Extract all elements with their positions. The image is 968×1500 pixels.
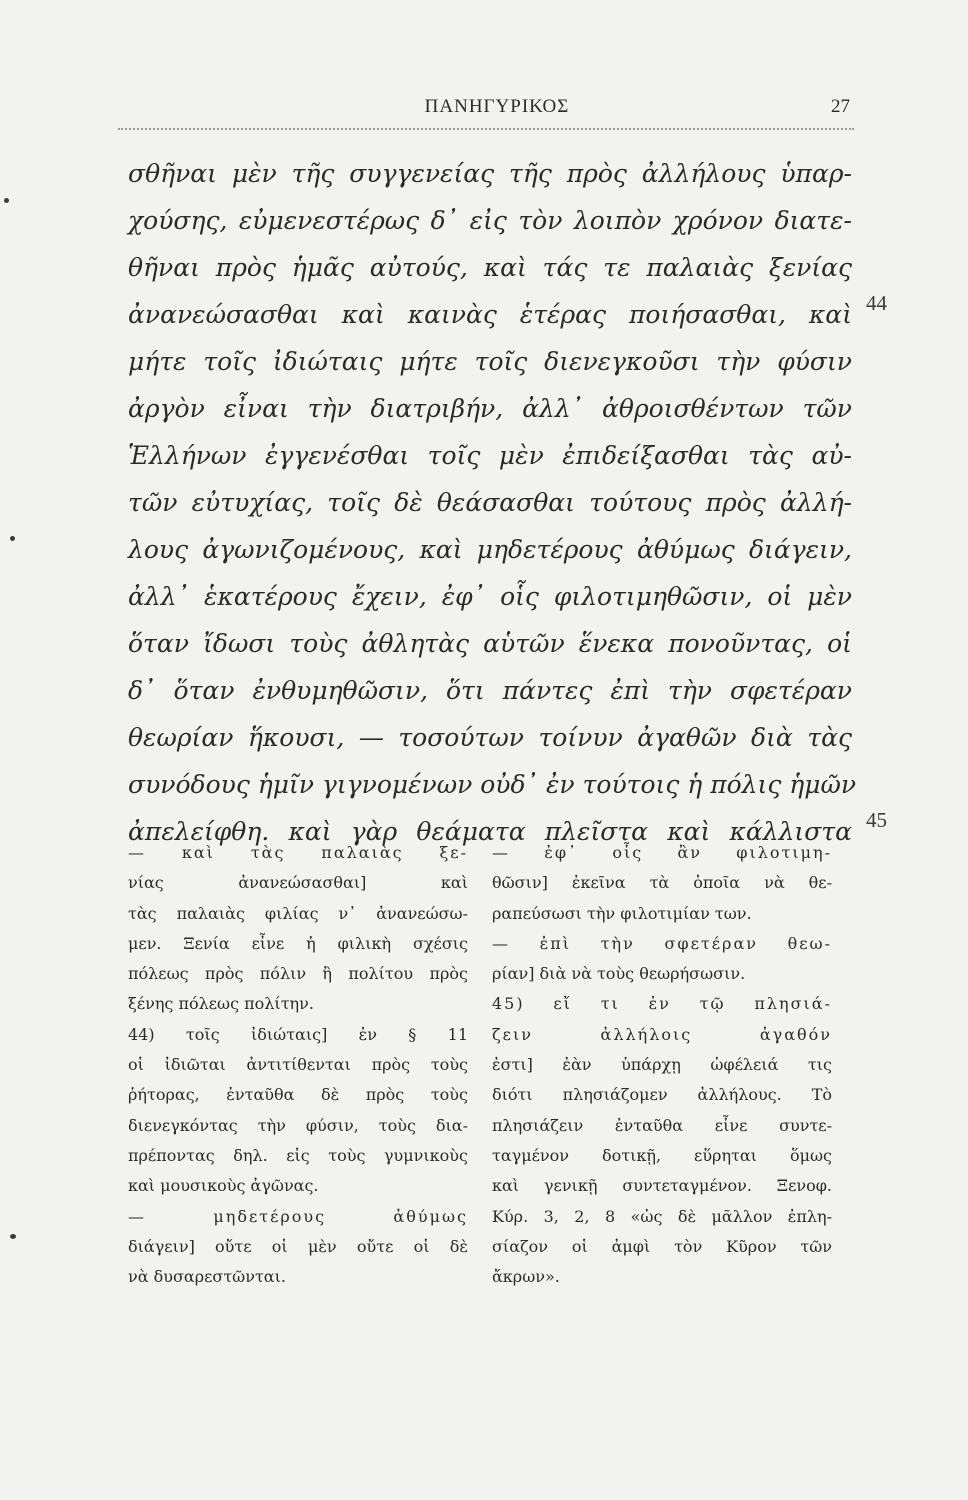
footnotes — [128, 838, 852, 1358]
note-line: ζειν ἀλλήλοις ἀγαθόν — [492, 1024, 832, 1044]
running-title: ΠΑΝΗΓΥΡΙΚΟΣ — [424, 96, 570, 117]
note-line: ἄκρων». — [492, 1267, 560, 1287]
ink-spot — [10, 536, 15, 541]
note-line: ἐστι] ἐὰν ὑπάρχῃ ὠφέλειά τις — [492, 1055, 832, 1075]
text-line: Ἑλλήνων ἐγγενέσθαι τοῖς μὲν ἐπιδείξασθαι τὰς αὐ- — [128, 441, 852, 470]
note-line: πρέποντας δηλ. εἰς τοὺς γυμνικοὺς — [128, 1145, 468, 1165]
text-line: ἀπελείφθη. καὶ γὰρ θεάματα πλεῖστα καὶ κάλλιστα — [128, 817, 852, 846]
note-line: διότι πλησιάζομεν ἀλλήλους. Τὸ — [492, 1085, 832, 1105]
note-line: πόλεως πρὸς πόλιν ἢ πολίτου πρὸς — [128, 964, 468, 984]
note-line: ραπεύσωσι τὴν φιλοτιμίαν των. — [492, 903, 752, 923]
text-line: ἀλλ᾿ ἑκατέρους ἔχειν, ἐφ᾿ οἷς φιλοτιμηθῶσιν, οἱ μὲν — [128, 582, 852, 611]
text-line: ἀνανεώσασθαι καὶ καινὰς ἑτέρας ποιήσασθαι, καὶ — [128, 300, 852, 329]
note-line: — μηδετέρους ἀθύμως — [128, 1206, 468, 1226]
text-line: τῶν εὐτυχίας, τοῖς δὲ θεάσασθαι τούτους πρὸς ἀλλή- — [128, 488, 852, 517]
text-line: δ᾿ ὅταν ἐνθυμηθῶσιν, ὅτι πάντες ἐπὶ τὴν σφετέραν — [128, 676, 852, 705]
note-line: σίαζον οἱ ἀμφὶ τὸν Κῦρον τῶν — [492, 1236, 832, 1256]
text-line: χούσης, εὐμενεστέρως δ᾿ εἰς τὸν λοιπὸν χρόνον διατε- — [128, 206, 852, 235]
note-line: Κύρ. 3, 2, 8 «ὡς δὲ μᾶλλον ἐπλη- — [492, 1206, 832, 1226]
note-line: καὶ γενικῇ συντεταγμένον. Ξενοφ. — [492, 1176, 832, 1196]
running-head — [144, 96, 850, 124]
note-line: — ἐπὶ τὴν σφετέραν θεω- — [492, 933, 832, 953]
footnotes-left-column — [128, 838, 468, 1292]
text-line: συνόδους ἡμῖν γιγνομένων οὐδ᾿ ἐν τούτοις ἡ πόλις ἡμῶν — [128, 770, 857, 799]
note-line: ξένης πόλεως πολίτην. — [128, 994, 314, 1014]
text-line: σθῆναι μὲν τῆς συγγενείας τῆς πρὸς ἀλλήλους ὑπαρ- — [128, 159, 852, 188]
note-line: οἱ ἰδιῶται ἀντιτίθενται πρὸς τοὺς — [128, 1055, 468, 1075]
note-line: νὰ δυσαρεστῶνται. — [128, 1267, 286, 1287]
note-line: ῥήτορας, ἐνταῦθα δὲ πρὸς τοὺς — [128, 1085, 468, 1105]
text-line: λους ἀγωνιζομένους, καὶ μηδετέρους ἀθύμως διάγειν, — [128, 535, 852, 564]
text-line: θεωρίαν ἥκουσι, — τοσούτων τοίνυν ἀγαθῶν διὰ τὰς — [128, 723, 852, 752]
main-text — [128, 150, 857, 855]
header-rule — [118, 128, 854, 130]
note-line: θῶσιν] ἐκεῖνα τὰ ὁποῖα νὰ θε- — [492, 873, 832, 893]
note-line: — ἐφ᾿ οἷς ἂν φιλοτιμη- — [492, 843, 832, 862]
text-line: ἀργὸν εἶναι τὴν διατριβήν, ἀλλ᾿ ἀθροισθέντων τῶν — [128, 394, 852, 423]
note-line: τὰς παλαιὰς φιλίας ν᾿ ἀνανεώσω- — [128, 903, 468, 923]
text-line: θῆναι πρὸς ἡμᾶς αὐτούς, καὶ τάς τε παλαιὰς ξενίας — [128, 253, 852, 282]
note-line: νίας ἀνανεώσασθαι] καὶ — [128, 873, 468, 893]
ink-spot — [10, 1234, 16, 1239]
note-line: μεν. Ξενία εἶνε ἡ φιλικὴ σχέσις — [128, 933, 468, 953]
footnotes-right-column — [492, 838, 832, 1292]
note-line: διάγειν] οὔτε οἱ μὲν οὔτε οἱ δὲ — [128, 1236, 468, 1256]
section-number-44: 44 — [866, 291, 887, 315]
note-line: 45) εἴ τι ἐν τῷ πλησιά- — [492, 994, 832, 1014]
text-line: μήτε τοῖς ἰδιώταις μήτε τοῖς διενεγκοῦσι τὴν φύσιν — [128, 347, 852, 376]
ink-spot — [4, 198, 9, 203]
note-line: καὶ μουσικοὺς ἀγῶνας. — [128, 1176, 319, 1196]
note-line: ταγμένον δοτικῇ, εὕρηται ὅμως — [492, 1145, 832, 1165]
note-line: πλησιάζειν ἐνταῦθα εἶνε συντε- — [492, 1115, 832, 1135]
note-line: ρίαν] διὰ νὰ τοὺς θεωρήσωσιν. — [492, 964, 746, 984]
section-number-45: 45 — [866, 808, 887, 832]
page-number: 27 — [831, 96, 850, 117]
note-line: διενεγκόντας τὴν φύσιν, τοὺς δια- — [128, 1115, 468, 1135]
text-line: ὅταν ἴδωσι τοὺς ἀθλητὰς αὑτῶν ἕνεκα πονοῦντας, οἱ — [128, 629, 852, 658]
note-line: 44) τοῖς ἰδιώταις] ἐν § 11 — [128, 1024, 468, 1044]
note-line: — καὶ τὰς παλαιὰς ξε- — [128, 843, 468, 862]
